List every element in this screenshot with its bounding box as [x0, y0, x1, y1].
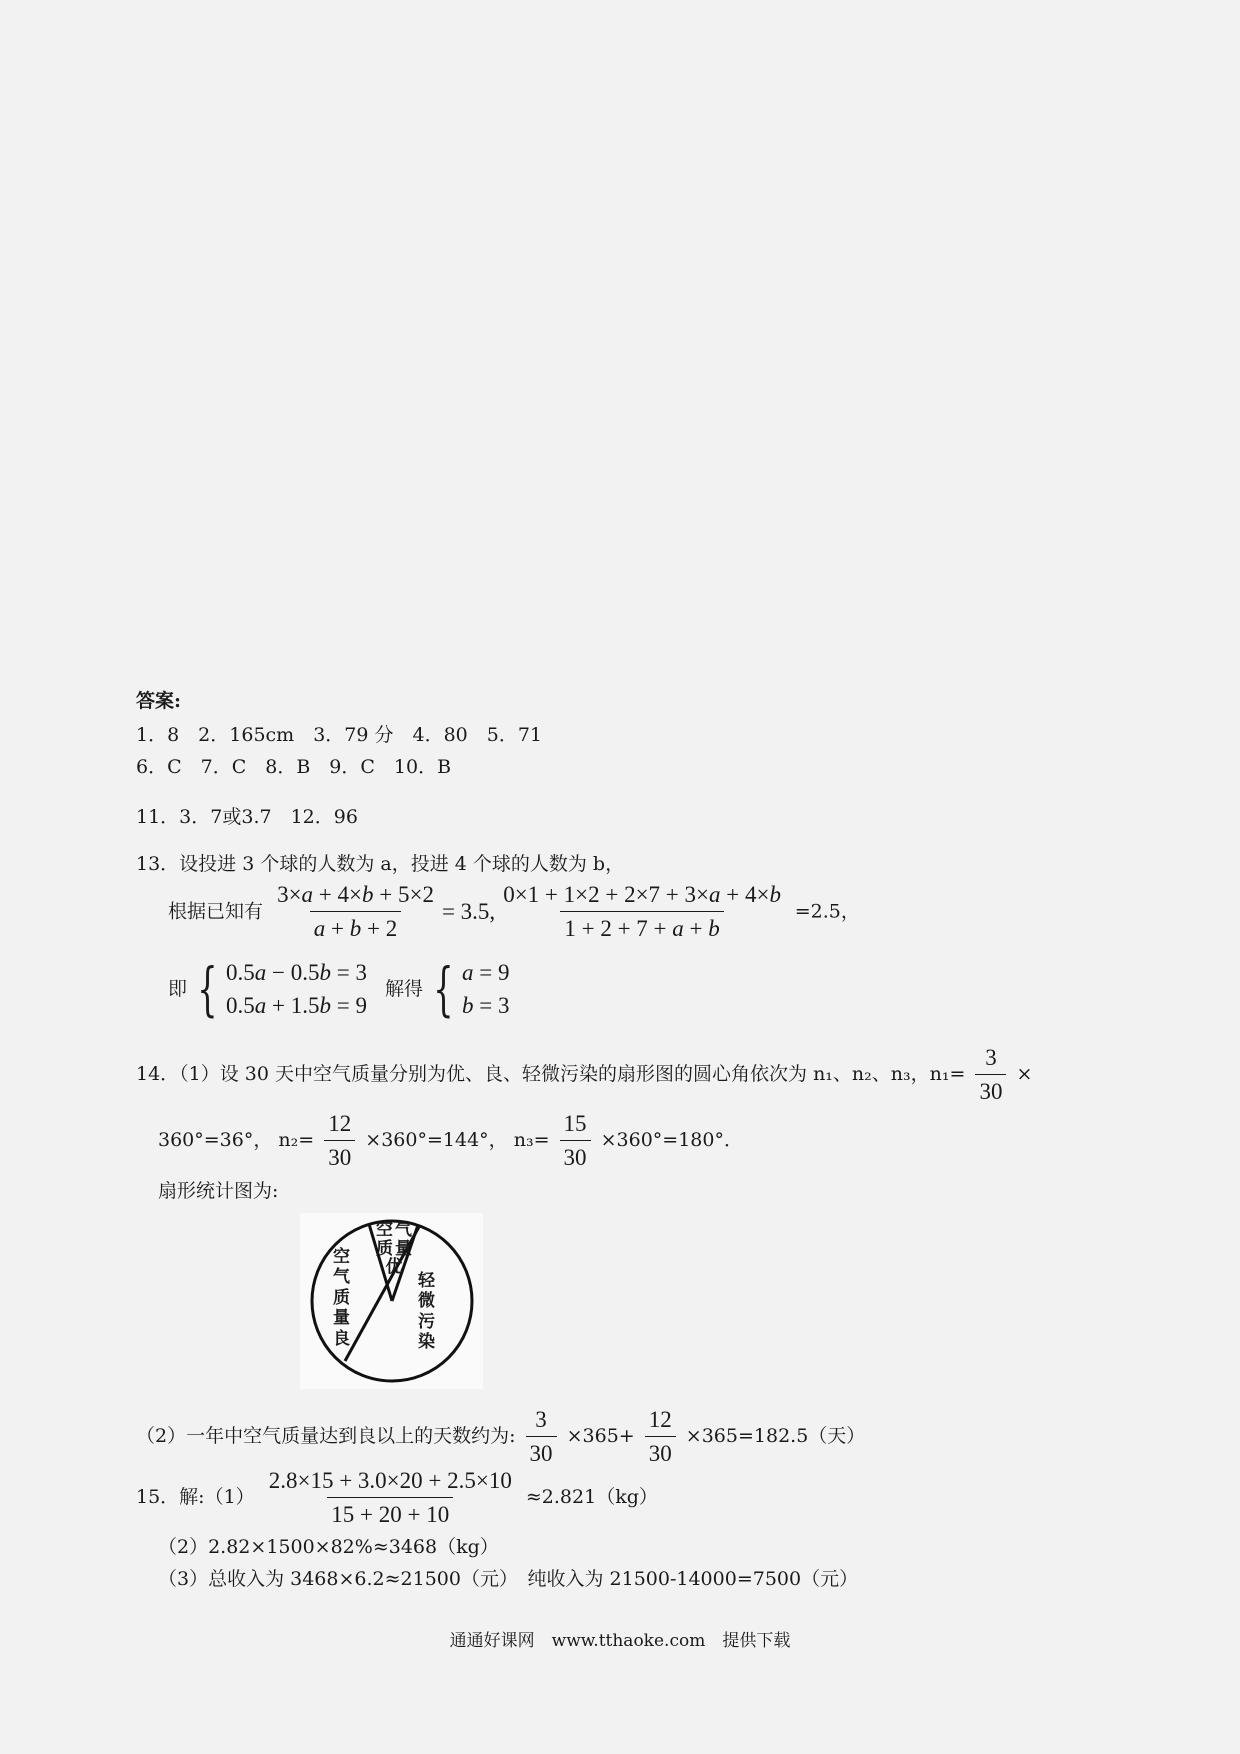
- answers-row-2: 6．C 7．C 8．B 9．C 10．B: [136, 756, 452, 778]
- q13-jiede: 解得: [385, 977, 424, 1000]
- answers-row-1: 1．8 2．165cm 3．79 分 4．80 5．71: [136, 724, 543, 746]
- q14-n2-result: ×360°=144°，: [365, 1129, 508, 1152]
- q14-line-1: [136, 1044, 1032, 1105]
- brace-icon: {: [433, 955, 454, 1024]
- q15-fraction: $\frac{2.8\times 15 + 3.0\times 20 + 2.5\times 10}{15 + 20 + 10}$: [268, 1468, 512, 1527]
- q15-result-1: ≈2.821（kg）: [525, 1486, 658, 1509]
- q14-n3-result: ×360°=180°．: [600, 1129, 743, 1152]
- q14-n3-fraction: $\frac{15}{30}$: [560, 1110, 591, 1171]
- q13-fraction-1: $\frac{3\times a + 4\times b + 5\times 2}{a + b + 2}$: [277, 882, 434, 941]
- q13-system: [168, 956, 510, 1023]
- q14-line-2: [158, 1110, 743, 1171]
- q14-part2-result: ×365=182.5（天）: [685, 1425, 866, 1448]
- q13-solution: a = 9 b = 3: [462, 960, 510, 1019]
- q13-ji: 即: [168, 977, 188, 1000]
- q15-label: 15．解:（1）: [136, 1486, 255, 1509]
- q14-setup: 14．（1）设 30 天中空气质量分别为优、良、轻微污染的扇形图的圆心角依次为 n₁、n₂、n₃，n₁=: [136, 1063, 966, 1086]
- q14-times: ×: [1016, 1063, 1033, 1086]
- q13-intro: 13．设投进 3 个球的人数为 a，投进 4 个球的人数为 b，: [136, 853, 625, 875]
- q14-n2-fraction: $\frac{12}{30}$: [324, 1110, 355, 1171]
- answers-row-3: 11．3．7或3.7 12．96: [136, 806, 358, 828]
- q14-part2-label: （2）一年中空气质量达到良以上的天数约为:: [136, 1425, 516, 1448]
- q13-prefix: 根据已知有: [168, 900, 264, 923]
- pie-label-light: 轻微污染: [418, 1271, 435, 1353]
- q13-eq2-result: =2.5，: [794, 900, 860, 923]
- q14-n1-result: 360°=36°，: [158, 1129, 273, 1152]
- q13-equations: [168, 881, 860, 942]
- q14-part2-mid: ×365+: [566, 1425, 635, 1448]
- q14-chart-caption: 扇形统计图为:: [158, 1180, 279, 1202]
- q13-fraction-2: $\frac{0\times 1 + 1\times 2 + 2\times 7 + 3\times a + 4\times b}{1 + 2 + 7 + a + b}$: [503, 882, 781, 941]
- q15-part-1: [136, 1467, 658, 1528]
- q14-part2-fraction-2: $\frac{12}{30}$: [645, 1406, 676, 1467]
- q14-n2-label: n₂=: [278, 1129, 315, 1152]
- brace-icon: {: [197, 955, 218, 1024]
- q15-part-2: （2）2.82×1500×82%≈3468（kg）: [158, 1536, 499, 1558]
- q13-eq1-result: = 3.5,: [441, 898, 496, 924]
- q15-part-3: （3）总收入为 3468×6.2≈21500（元） 纯收入为 21500-14000=7500（元）: [158, 1568, 859, 1590]
- q13-system-equations: 0.5a − 0.5b = 3 0.5a + 1.5b = 9: [226, 960, 367, 1019]
- pie-chart: [300, 1213, 483, 1389]
- q14-part-2: [136, 1406, 865, 1467]
- pie-label-liang: 空气质量良: [333, 1247, 350, 1349]
- page-footer: 通通好课网 www.tthaoke.com 提供下载: [449, 1631, 791, 1651]
- answer-heading: 答案:: [136, 690, 182, 712]
- q14-n3-label: n₃=: [513, 1129, 550, 1152]
- q14-part2-fraction-1: $\frac{3}{30}$: [526, 1406, 557, 1467]
- pie-label-you: 空气质量优: [376, 1220, 414, 1278]
- q14-n1-fraction: $\frac{3}{30}$: [975, 1044, 1006, 1105]
